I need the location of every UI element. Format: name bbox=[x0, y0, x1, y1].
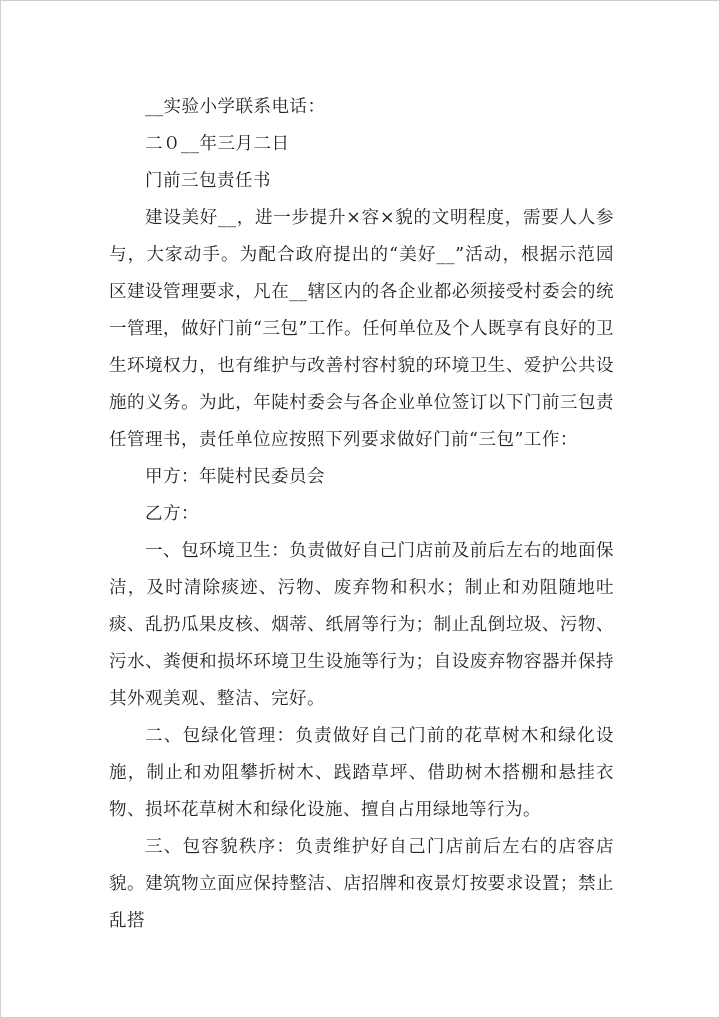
item-greening: 二、包绿化管理：负责做好自己门前的花草树木和绿化设施，制止和劝阻攀折树木、践踏草坪、借助树木搭棚和悬挂衣物、损坏花草树木和绿化设施、擅自占用绿地等行为。 bbox=[109, 726, 614, 820]
document-body bbox=[109, 89, 614, 940]
party-b: 乙方： bbox=[145, 504, 199, 524]
party-a: 甲方：年陡村民委员会 bbox=[145, 467, 325, 487]
document-title: 门前三包责任书 bbox=[145, 171, 271, 191]
item-environment: 一、包环境卫生：负责做好自己门店前及前后左右的地面保洁，及时清除痰迹、污物、废弃物和积水；制止和劝阻随地吐痰、乱扔瓜果皮核、烟蒂、纸屑等行为；制止乱倒垃圾、污物、污水、粪便和损坏环境卫生设施等行为；自设废弃物容器并保持其外观美观、整洁、完好。 bbox=[109, 541, 614, 709]
date-line: 二０__年三月二日 bbox=[145, 134, 290, 154]
intro-paragraph: 建设美好__，进一步提升×容×貌的文明程度，需要人人参与，大家动手。为配合政府提出的“美好__”活动，根据示范园区建设管理要求，凡在__辖区内的各企业都必须接受村委会的统一管理，做好门前“三包”工作。任何单位及个人既享有良好的卫生环境权力，也有维护与改善村容村貌的环境卫生、爱护公共设施的义务。为此，年陡村委会与各企业单位签订以下门前三包责任管理书，责任单位应按照下列要求做好门前“三包”工作： bbox=[109, 208, 614, 450]
contact-line: __实验小学联系电话： bbox=[145, 97, 326, 117]
item-appearance: 三、包容貌秩序：负责维护好自己门店前后左右的店容店貌。建筑物立面应保持整洁、店招牌和夜景灯按要求设置；禁止乱搭 bbox=[109, 837, 614, 931]
